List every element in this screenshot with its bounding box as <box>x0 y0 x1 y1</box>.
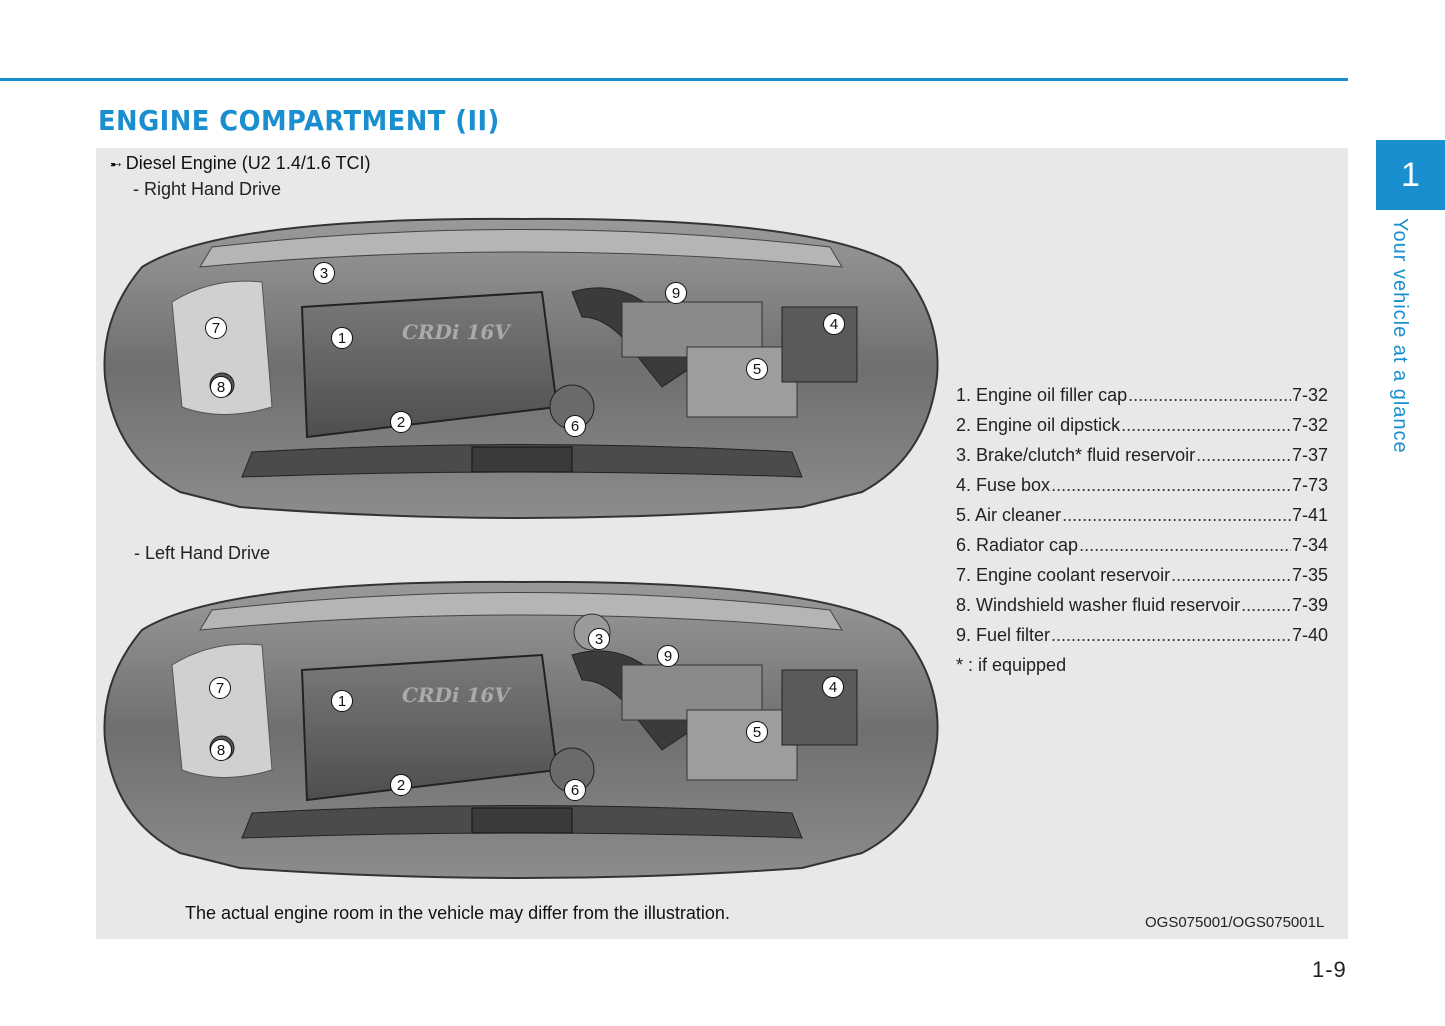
callout-9-lhd: 9 <box>657 645 679 667</box>
legend-item: 2. Engine oil dipstick ..... 7-32 <box>956 410 1328 440</box>
callout-1-lhd: 1 <box>331 690 353 712</box>
callout-2-lhd: 2 <box>390 774 412 796</box>
legend-item: 5. Air cleaner ..... 7-41 <box>956 500 1328 530</box>
legend-item: 8. Windshield washer fluid reservoir ..... 7-39 <box>956 591 1328 621</box>
callout-5-rhd: 5 <box>746 358 768 380</box>
callout-9-rhd: 9 <box>665 282 687 304</box>
callout-6-rhd: 6 <box>564 415 586 437</box>
callout-3-lhd: 3 <box>588 628 610 650</box>
legend-note: * : if equipped <box>956 655 1067 676</box>
legend-item: 1. Engine oil filler cap ..... 7-32 <box>956 380 1328 410</box>
callout-8-lhd: 8 <box>210 739 232 761</box>
legend <box>956 380 1328 681</box>
header-rule <box>0 78 1348 81</box>
callout-8-rhd: 8 <box>210 376 232 398</box>
legend-item: 3. Brake/clutch* fluid reservoir ..... 7-37 <box>956 440 1328 470</box>
chapter-side-label: Your vehicle at a glance <box>1389 218 1411 454</box>
legend-item: 9. Fuel filter ..... 7-40 <box>956 621 1328 651</box>
callout-7-rhd: 7 <box>205 317 227 339</box>
page-number: 1-9 <box>1312 957 1347 982</box>
page-title: ENGINE COMPARTMENT (II) <box>98 104 500 137</box>
disclaimer: The actual engine room in the vehicle may differ from the illustration. <box>185 903 730 923</box>
chapter-tab[interactable]: 1 <box>1376 140 1445 210</box>
engine-illustration-lhd <box>102 570 940 888</box>
legend-item: 6. Radiator cap ..... 7-34 <box>956 530 1328 560</box>
callout-5-lhd: 5 <box>746 721 768 743</box>
callout-4-lhd: 4 <box>822 676 844 698</box>
figure-code: OGS075001/OGS075001L <box>1145 914 1325 931</box>
legend-item: 4. Fuse box ..... 7-73 <box>956 470 1328 500</box>
figure-heading-text: Diesel Engine (U2 1.4/1.6 TCI) <box>125 153 371 173</box>
callout-4-rhd: 4 <box>823 313 845 335</box>
engine-cover-text: CRDi 16V <box>402 320 510 344</box>
lhd-label: - Left Hand Drive <box>134 543 271 563</box>
engine-cover-text: CRDi 16V <box>402 683 510 707</box>
legend-item: 7. Engine coolant reservoir ..... 7-35 <box>956 561 1328 591</box>
arrow-icon: ➸ <box>110 156 122 172</box>
callout-2-rhd: 2 <box>390 411 412 433</box>
engine-illustration-rhd <box>102 207 940 529</box>
callout-3-rhd: 3 <box>313 262 335 284</box>
callout-6-lhd: 6 <box>564 779 586 801</box>
callout-1-rhd: 1 <box>331 327 353 349</box>
rhd-label: - Right Hand Drive <box>133 179 282 199</box>
callout-7-lhd: 7 <box>209 677 231 699</box>
figure-heading <box>110 153 371 174</box>
